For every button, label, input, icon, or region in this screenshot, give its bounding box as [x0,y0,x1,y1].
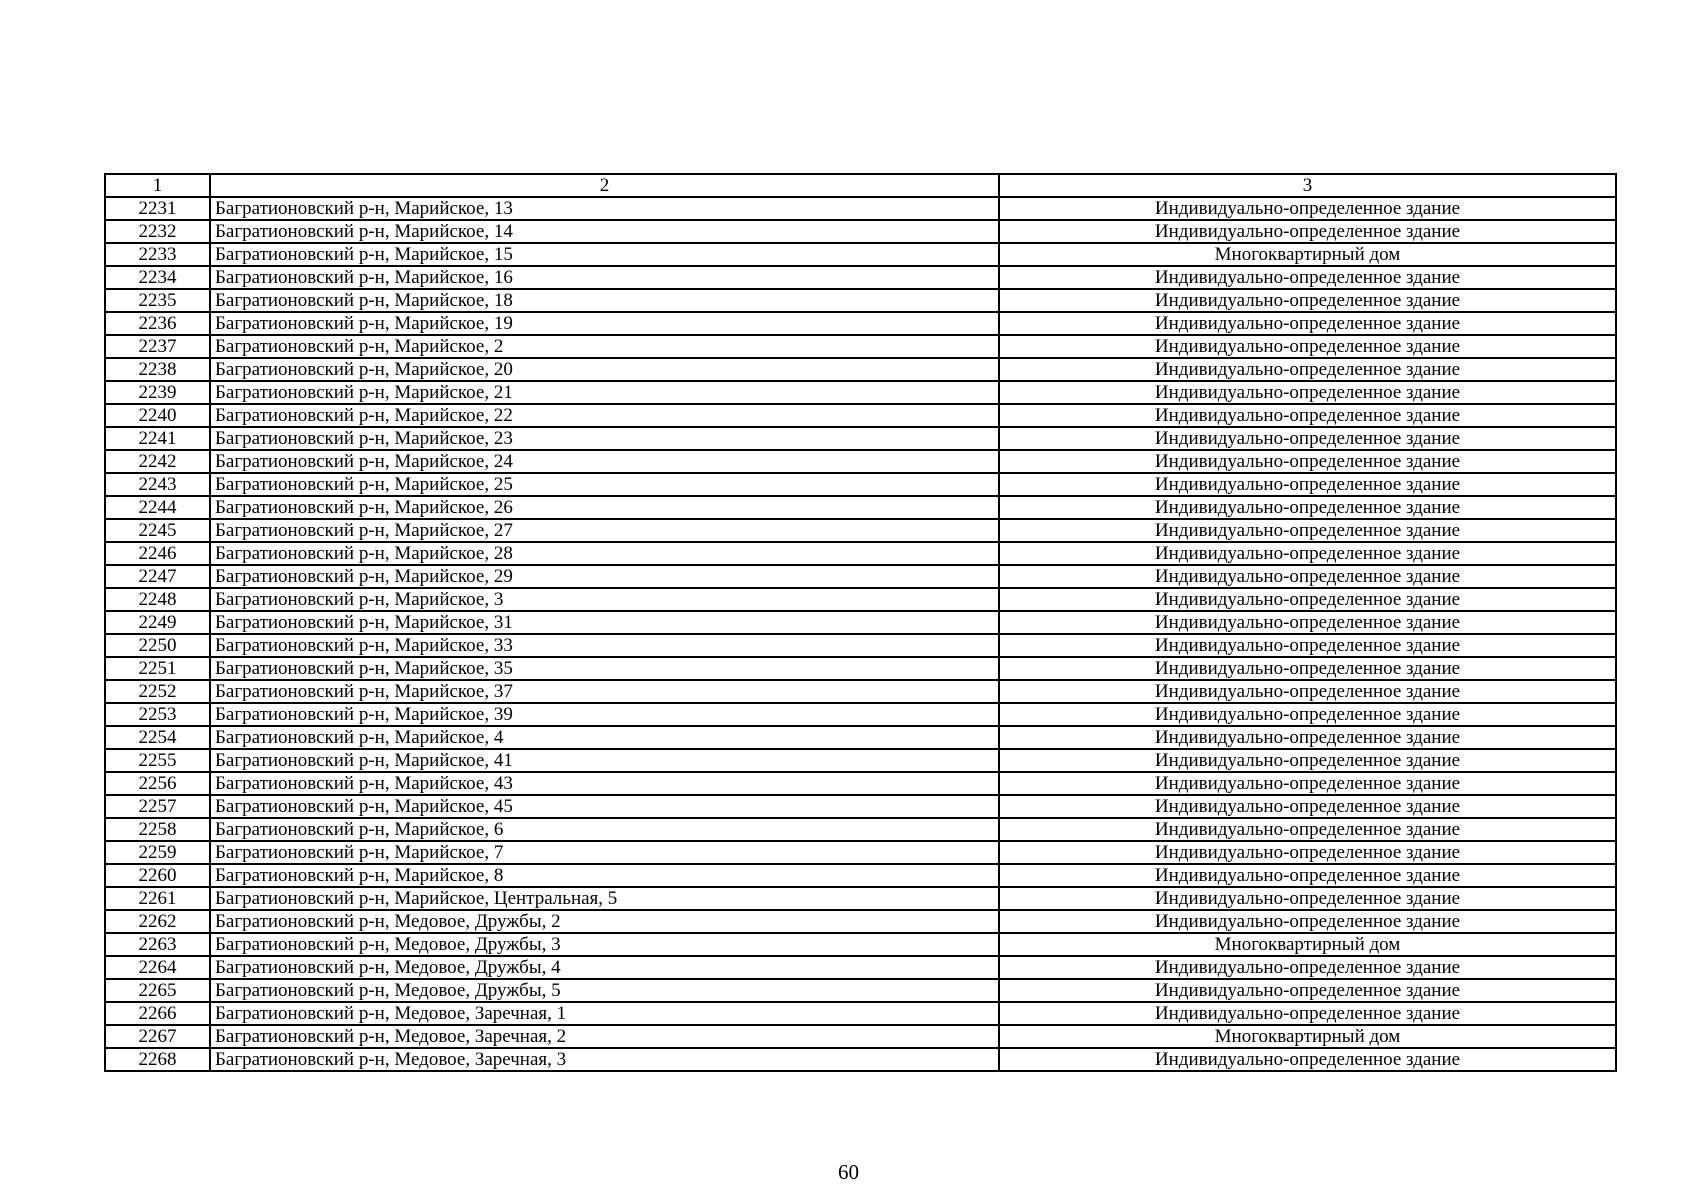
row-number-cell: 2249 [105,611,210,634]
table-row [105,404,1616,427]
object-type-cell: Индивидуально-определенное здание [999,473,1616,496]
object-type-cell: Многоквартирный дом [999,933,1616,956]
table-row [105,565,1616,588]
address-cell: Багратионовский р-н, Марийское, 43 [210,772,999,795]
object-type-cell: Индивидуально-определенное здание [999,358,1616,381]
table-row [105,542,1616,565]
address-cell: Багратионовский р-н, Марийское, 29 [210,565,999,588]
address-cell: Багратионовский р-н, Марийское, 31 [210,611,999,634]
object-type-cell: Индивидуально-определенное здание [999,565,1616,588]
address-cell: Багратионовский р-н, Медовое, Заречная, 3 [210,1048,999,1071]
table-row [105,496,1616,519]
row-number-cell: 2248 [105,588,210,611]
object-type-cell: Индивидуально-определенное здание [999,197,1616,220]
table-row [105,519,1616,542]
address-cell: Багратионовский р-н, Марийское, 45 [210,795,999,818]
table-row [105,680,1616,703]
row-number-cell: 2264 [105,956,210,979]
object-type-cell: Индивидуально-определенное здание [999,749,1616,772]
address-cell: Багратионовский р-н, Марийское, 24 [210,450,999,473]
row-number-cell: 2252 [105,680,210,703]
table-row [105,611,1616,634]
row-number-cell: 2238 [105,358,210,381]
object-type-cell: Индивидуально-определенное здание [999,519,1616,542]
row-number-cell: 2231 [105,197,210,220]
address-cell: Багратионовский р-н, Марийское, 8 [210,864,999,887]
table-row [105,910,1616,933]
row-number-cell: 2261 [105,887,210,910]
table-row [105,726,1616,749]
address-cell: Багратионовский р-н, Марийское, 20 [210,358,999,381]
table-row [105,818,1616,841]
table-row [105,197,1616,220]
row-number-cell: 2237 [105,335,210,358]
address-cell: Багратионовский р-н, Марийское, 33 [210,634,999,657]
address-cell: Багратионовский р-н, Марийское, 23 [210,427,999,450]
table-row [105,1002,1616,1025]
address-cell: Багратионовский р-н, Марийское, 26 [210,496,999,519]
object-type-cell: Индивидуально-определенное здание [999,335,1616,358]
row-number-cell: 2250 [105,634,210,657]
address-cell: Багратионовский р-н, Медовое, Дружбы, 5 [210,979,999,1002]
object-type-cell: Индивидуально-определенное здание [999,772,1616,795]
data-table [104,173,1617,1072]
object-type-cell: Многоквартирный дом [999,1025,1616,1048]
row-number-cell: 2242 [105,450,210,473]
object-type-cell: Индивидуально-определенное здание [999,220,1616,243]
object-type-cell: Индивидуально-определенное здание [999,956,1616,979]
address-cell: Багратионовский р-н, Марийское, 19 [210,312,999,335]
address-cell: Багратионовский р-н, Марийское, 37 [210,680,999,703]
row-number-cell: 2256 [105,772,210,795]
table-row [105,1048,1616,1071]
object-type-cell: Индивидуально-определенное здание [999,312,1616,335]
address-cell: Багратионовский р-н, Марийское, 16 [210,266,999,289]
object-type-cell: Индивидуально-определенное здание [999,887,1616,910]
row-number-cell: 2241 [105,427,210,450]
address-cell: Багратионовский р-н, Марийское, 2 [210,335,999,358]
table-row [105,749,1616,772]
object-type-cell: Индивидуально-определенное здание [999,979,1616,1002]
row-number-cell: 2255 [105,749,210,772]
row-number-cell: 2235 [105,289,210,312]
object-type-cell: Индивидуально-определенное здание [999,381,1616,404]
object-type-cell: Индивидуально-определенное здание [999,634,1616,657]
table-row [105,289,1616,312]
table-row [105,933,1616,956]
row-number-cell: 2233 [105,243,210,266]
row-number-cell: 2260 [105,864,210,887]
table-row [105,266,1616,289]
object-type-cell: Индивидуально-определенное здание [999,703,1616,726]
table-row [105,887,1616,910]
row-number-cell: 2240 [105,404,210,427]
table-row [105,795,1616,818]
row-number-cell: 2243 [105,473,210,496]
table-row [105,358,1616,381]
address-cell: Багратионовский р-н, Марийское, 21 [210,381,999,404]
header-row [105,174,1616,197]
object-type-cell: Индивидуально-определенное здание [999,841,1616,864]
row-number-cell: 2254 [105,726,210,749]
table-row [105,956,1616,979]
address-cell: Багратионовский р-н, Марийское, 15 [210,243,999,266]
object-type-cell: Индивидуально-определенное здание [999,496,1616,519]
address-cell: Багратионовский р-н, Марийское, 28 [210,542,999,565]
address-cell: Багратионовский р-н, Марийское, 13 [210,197,999,220]
address-cell: Багратионовский р-н, Марийское, 3 [210,588,999,611]
row-number-cell: 2236 [105,312,210,335]
row-number-cell: 2246 [105,542,210,565]
address-cell: Багратионовский р-н, Марийское, 4 [210,726,999,749]
row-number-cell: 2262 [105,910,210,933]
object-type-cell: Индивидуально-определенное здание [999,450,1616,473]
address-cell: Багратионовский р-н, Марийское, 41 [210,749,999,772]
header-cell-3: 3 [999,174,1616,197]
row-number-cell: 2265 [105,979,210,1002]
address-cell: Багратионовский р-н, Медовое, Заречная, 1 [210,1002,999,1025]
object-type-cell: Индивидуально-определенное здание [999,657,1616,680]
address-cell: Багратионовский р-н, Марийское, 7 [210,841,999,864]
table-row [105,450,1616,473]
row-number-cell: 2239 [105,381,210,404]
object-type-cell: Индивидуально-определенное здание [999,588,1616,611]
table-row [105,703,1616,726]
address-cell: Багратионовский р-н, Марийское, 25 [210,473,999,496]
row-number-cell: 2253 [105,703,210,726]
address-cell: Багратионовский р-н, Медовое, Дружбы, 3 [210,933,999,956]
object-type-cell: Индивидуально-определенное здание [999,611,1616,634]
object-type-cell: Индивидуально-определенное здание [999,910,1616,933]
address-cell: Багратионовский р-н, Медовое, Дружбы, 2 [210,910,999,933]
table-row [105,841,1616,864]
row-number-cell: 2234 [105,266,210,289]
object-type-cell: Индивидуально-определенное здание [999,289,1616,312]
address-cell: Багратионовский р-н, Марийское, 18 [210,289,999,312]
row-number-cell: 2232 [105,220,210,243]
row-number-cell: 2267 [105,1025,210,1048]
object-type-cell: Индивидуально-определенное здание [999,818,1616,841]
row-number-cell: 2263 [105,933,210,956]
table-row [105,864,1616,887]
table-row [105,243,1616,266]
table-row [105,381,1616,404]
address-cell: Багратионовский р-н, Марийское, 27 [210,519,999,542]
row-number-cell: 2259 [105,841,210,864]
page-number: 60 [838,1160,859,1184]
table-row [105,634,1616,657]
address-cell: Багратионовский р-н, Марийское, 22 [210,404,999,427]
object-type-cell: Индивидуально-определенное здание [999,404,1616,427]
header-cell-1: 1 [105,174,210,197]
table-row [105,427,1616,450]
object-type-cell: Индивидуально-определенное здание [999,1048,1616,1071]
row-number-cell: 2247 [105,565,210,588]
table-row [105,335,1616,358]
object-type-cell: Индивидуально-определенное здание [999,726,1616,749]
table-row [105,473,1616,496]
table-row [105,312,1616,335]
object-type-cell: Индивидуально-определенное здание [999,795,1616,818]
address-cell: Багратионовский р-н, Марийское, Центральная, 5 [210,887,999,910]
header-cell-2: 2 [210,174,999,197]
row-number-cell: 2258 [105,818,210,841]
table-row [105,657,1616,680]
row-number-cell: 2251 [105,657,210,680]
object-type-cell: Индивидуально-определенное здание [999,427,1616,450]
row-number-cell: 2257 [105,795,210,818]
object-type-cell: Индивидуально-определенное здание [999,1002,1616,1025]
address-cell: Багратионовский р-н, Медовое, Заречная, 2 [210,1025,999,1048]
row-number-cell: 2245 [105,519,210,542]
address-cell: Багратионовский р-н, Медовое, Дружбы, 4 [210,956,999,979]
object-type-cell: Индивидуально-определенное здание [999,542,1616,565]
table-row [105,979,1616,1002]
address-cell: Багратионовский р-н, Марийское, 35 [210,657,999,680]
address-cell: Багратионовский р-н, Марийское, 14 [210,220,999,243]
object-type-cell: Индивидуально-определенное здание [999,266,1616,289]
table-row [105,772,1616,795]
row-number-cell: 2244 [105,496,210,519]
table-row [105,588,1616,611]
table-row [105,220,1616,243]
address-cell: Багратионовский р-н, Марийское, 39 [210,703,999,726]
object-type-cell: Многоквартирный дом [999,243,1616,266]
row-number-cell: 2268 [105,1048,210,1071]
table-row [105,1025,1616,1048]
row-number-cell: 2266 [105,1002,210,1025]
address-cell: Багратионовский р-н, Марийское, 6 [210,818,999,841]
object-type-cell: Индивидуально-определенное здание [999,864,1616,887]
object-type-cell: Индивидуально-определенное здание [999,680,1616,703]
